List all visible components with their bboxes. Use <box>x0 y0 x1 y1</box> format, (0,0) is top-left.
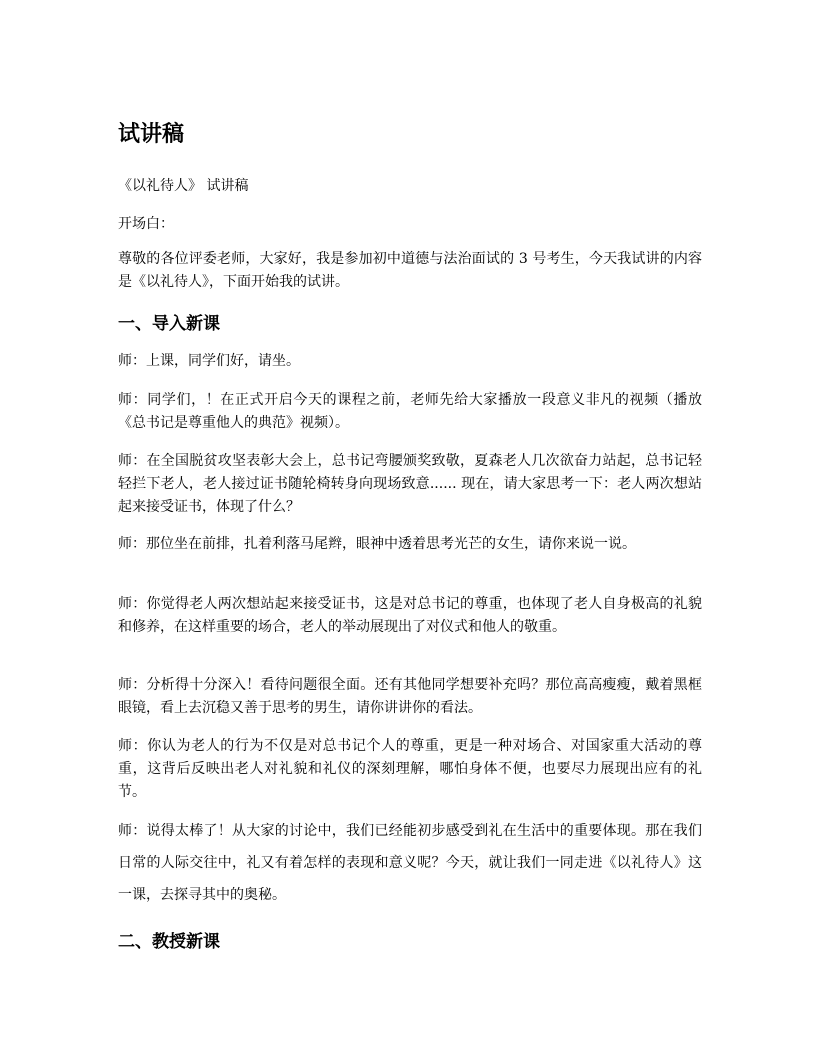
document-page <box>118 0 702 1056</box>
paragraph: 师：说得太棒了！从大家的讨论中，我们已经能初步感受到礼在生活中的重要体现。那在我们日常的人际交往中，礼又有着怎样的表现和意义呢？今天，就让我们一同走进《以礼待人》这一课，去探寻其中的奥秘。 <box>118 823 702 903</box>
paragraph: 师：同学们，！在正式开启今天的课程之前，老师先给大家播放一段意义非凡的视频（播放《总书记是尊重他人的典范》视频）。 <box>118 392 702 431</box>
paragraph: 师：那位坐在前排，扎着利落马尾辫，眼神中透着思考光芒的女生，请你来说一说。 <box>118 536 636 552</box>
paragraph: 师：在全国脱贫攻坚表彰大会上，总书记弯腰颁奖致敬，夏森老人几次欲奋力站起，总书记轻轻拦下老人，老人接过证书随轮椅转身向现场致意...... 现在，请大家思考一下：老人两次想站起来接受证书，体现了什么？ <box>118 453 702 515</box>
opening-label: 开场白： <box>118 216 174 232</box>
document-title: 试讲稿 <box>118 122 185 147</box>
paragraph: 师：上课，同学们好，请坐。 <box>118 353 300 369</box>
section-heading-intro: 一、导入新课 <box>118 314 220 334</box>
paragraph: 师：你觉得老人两次想站起来接受证书，这是对总书记的尊重，也体现了老人自身极高的礼貌和修养，在这样重要的场合，老人的举动展现出了对仪式和他人的敬重。 <box>118 596 702 635</box>
section-heading-teaching: 二、教授新课 <box>118 932 220 952</box>
paragraph: 师：分析得十分深入！看待问题很全面。还有其他同学想要补充吗？那位高高瘦瘦，戴着黑框眼镜，看上去沉稳又善于思考的男生，请你讲讲你的看法。 <box>118 677 702 716</box>
opening-paragraph: 尊敬的各位评委老师，大家好，我是参加初中道德与法治面试的 3 号考生，今天我试讲的内容是《以礼待人》，下面开始我的试讲。 <box>118 251 702 290</box>
paragraph: 师：你认为老人的行为不仅是对总书记个人的尊重，更是一种对场合、对国家重大活动的尊重，这背后反映出老人对礼貌和礼仪的深刻理解，哪怕身体不便，也要尽力展现出应有的礼节。 <box>118 738 702 800</box>
document-subtitle: 《以礼待人》 试讲稿 <box>118 178 249 194</box>
